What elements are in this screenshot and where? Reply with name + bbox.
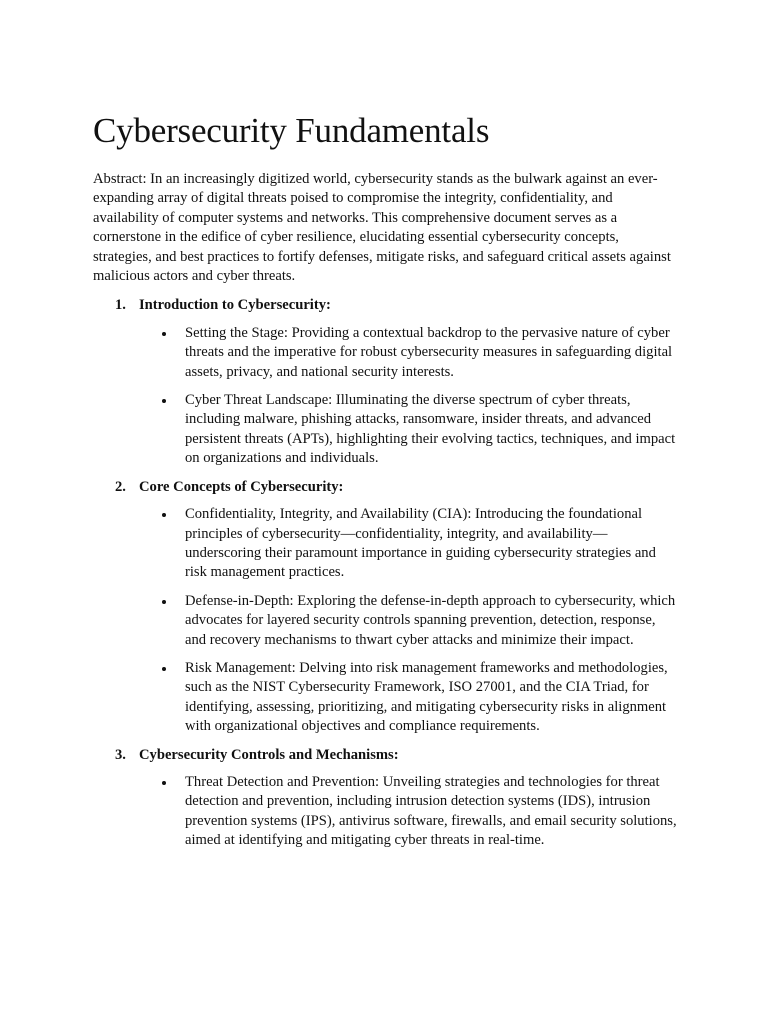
bullet-text: Risk Management: Delving into risk management frameworks and methodologies, such as the NIST Cybersecurity Framework, ISO 27001, and the CIA Triad, for identifying, assessing, prioritizing, and mitigating cybersecurity risks in alignment with organizational objectives and compliance requirements. (185, 659, 668, 735)
bullet-icon (160, 773, 185, 851)
bullet-item (93, 505, 680, 583)
bullet-icon (160, 592, 185, 650)
bullet-text: Setting the Stage: Providing a contextual backdrop to the pervasive nature of cyber threats and the imperative for robust cybersecurity measures in safeguarding digital assets, privacy, and national security interests. (185, 324, 673, 380)
bullet-icon (160, 659, 185, 737)
abstract-paragraph: Abstract: In an increasingly digitized world, cybersecurity stands as the bulwark against an ever-expanding array of digital threats poised to compromise the integrity, confidentiality, and availability of computer systems and networks. This comprehensive document serves as a cornerstone in the edifice of cyber resilience, elucidating essential cybersecurity concepts, strategies, and best practices to fortify defenses, mitigate risks, and safeguard critical assets against malicious actors and cyber threats. (93, 171, 671, 285)
bullet-list (93, 324, 680, 469)
bullet-icon (160, 324, 185, 382)
section-heading (115, 746, 680, 765)
section-list (93, 296, 680, 850)
bullet-text: Cyber Threat Landscape: Illuminating the diverse spectrum of cyber threats, including malware, phishing attacks, ransomware, insider threats, and advanced persistent threats (APTs), highlighting their evolving tactics, techniques, and impact on organizations and individuals. (185, 392, 676, 467)
bullet-item (93, 391, 680, 469)
bullet-item (93, 592, 680, 650)
bullet-item (93, 773, 680, 851)
section-heading-text: Cybersecurity Controls and Mechanisms: (139, 746, 399, 763)
section-number: 2. (115, 478, 126, 495)
section-item (93, 478, 680, 737)
section-item (93, 746, 680, 851)
bullet-icon (160, 391, 185, 469)
section-number: 1. (115, 297, 126, 314)
section-heading-text: Core Concepts of Cybersecurity: (139, 478, 344, 495)
section-heading-text: Introduction to Cybersecurity: (139, 297, 331, 314)
bullet-text: Confidentiality, Integrity, and Availability (CIA): Introducing the foundational principles of cybersecurity—confidentiality, integrity, and availability—underscoring their paramount importance in guiding cybersecurity strategies and risk management practices. (185, 506, 656, 581)
bullet-text: Defense-in-Depth: Exploring the defense-in-depth approach to cybersecurity, which advocates for layered security controls spanning prevention, detection, response, and recovery mechanisms to thwart cyber attacks and minimize their impact. (185, 592, 676, 648)
section-heading (115, 478, 680, 497)
bullet-icon (160, 505, 185, 583)
bullet-list (93, 505, 680, 736)
section-item (93, 296, 680, 468)
document-title: Cybersecurity Fundamentals (93, 111, 490, 150)
section-heading (115, 296, 680, 315)
bullet-item (93, 324, 680, 382)
bullet-list (93, 773, 680, 851)
bullet-item (93, 659, 680, 737)
bullet-text: Threat Detection and Prevention: Unveiling strategies and technologies for threat detection and prevention, including intrusion detection systems (IDS), intrusion prevention systems (IPS), antivirus software, firewalls, and email security solutions, aimed at identifying and mitigating cyber threats in real-time. (185, 773, 677, 849)
section-number: 3. (115, 746, 126, 763)
